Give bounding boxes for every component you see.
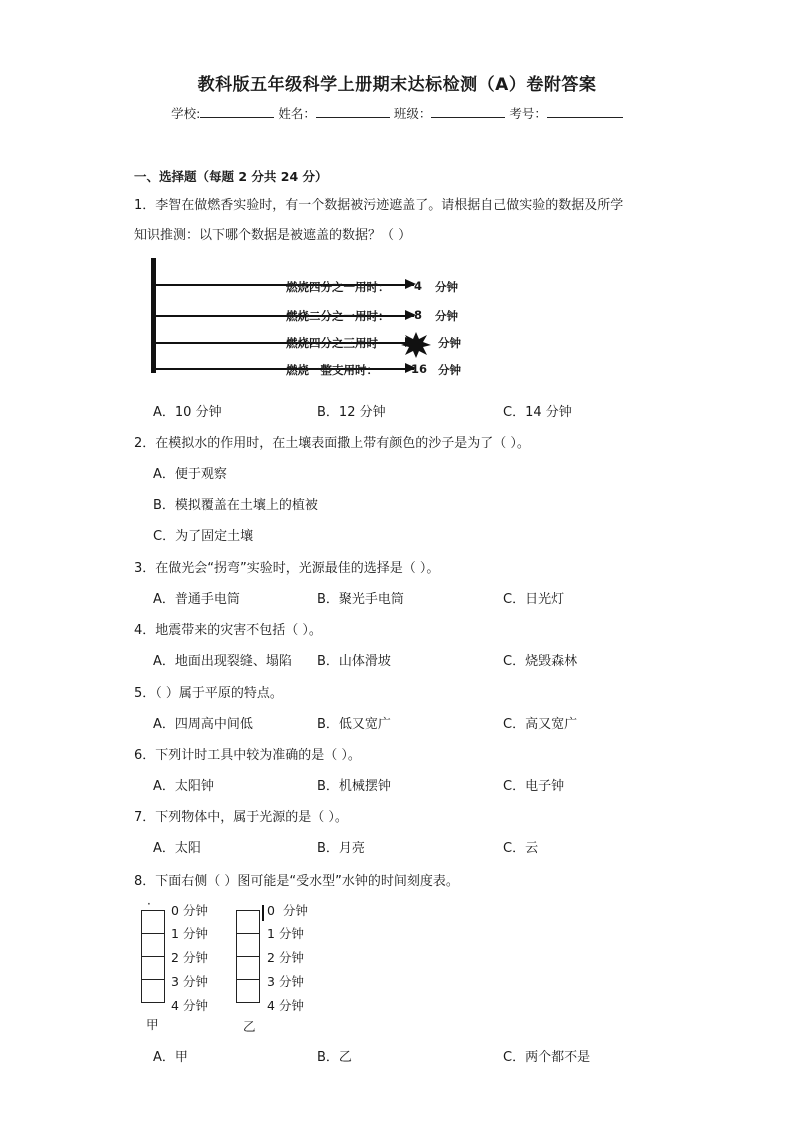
question-8-option-c[interactable]: C．两个都不是 — [503, 1050, 591, 1065]
incense-burning-figure — [148, 258, 478, 378]
scale-cell — [141, 979, 165, 1003]
question-5-option-c[interactable]: C．高又宽广 — [503, 717, 578, 732]
scale-tick-label: 3 分钟 — [171, 974, 208, 989]
student-info-fields — [0, 104, 794, 122]
figure-row-label: 燃烧四分之三用时 — [286, 336, 378, 350]
water-level-mark — [262, 905, 264, 921]
number-blank[interactable] — [547, 104, 623, 118]
figure-row-value: 4 — [414, 279, 423, 293]
document-title: 教科版五年级科学上册期末达标检测（A）卷附答案 — [197, 75, 597, 95]
question-6-option-c[interactable]: C．电子钟 — [503, 779, 565, 794]
scale-cell — [236, 956, 260, 980]
question-1-text-line2: 知识推测：以下哪个数据是被遮盖的数据？（ ） — [134, 228, 412, 243]
class-blank[interactable] — [431, 104, 505, 118]
question-6-option-a[interactable]: A．太阳钟 — [153, 779, 214, 794]
question-2-option-b[interactable]: B．模拟覆盖在土壤上的植被 — [153, 498, 318, 513]
question-2-text: 2．在模拟水的作用时，在土壤表面撒上带有颜色的沙子是为了（ ）。 — [134, 436, 530, 451]
figure-row-label: 燃烧一整支用时： — [286, 363, 378, 377]
question-3-option-b[interactable]: B．聚光手电筒 — [317, 592, 404, 607]
question-2-option-c[interactable]: C．为了固定土壤 — [153, 529, 254, 544]
class-label: 班级： — [393, 106, 432, 121]
figure-row-value: 8 — [414, 308, 423, 322]
question-4-option-b[interactable]: B．山体滑坡 — [317, 654, 391, 669]
scale-cell — [141, 933, 165, 957]
dot-mark: · — [147, 897, 151, 911]
school-blank[interactable] — [200, 104, 274, 118]
question-3-text: 3．在做光会“拐弯”实验时，光源最佳的选择是（ ）。 — [134, 561, 440, 576]
question-3-option-a[interactable]: A．普通手电筒 — [153, 592, 240, 607]
scale-cell — [236, 933, 260, 957]
scale-tick-label: 1 分钟 — [171, 926, 208, 941]
question-8-option-a[interactable]: A．甲 — [153, 1050, 188, 1065]
scale-cell — [141, 956, 165, 980]
figure-row-unit: 分钟 — [435, 309, 458, 323]
scale-tick-label: 4 分钟 — [267, 998, 304, 1013]
question-4-text: 4．地震带来的灾害不包括（ ）。 — [134, 623, 322, 638]
question-3-option-c[interactable]: C．日光灯 — [503, 592, 565, 607]
scale-tick-label: 1 分钟 — [267, 926, 304, 941]
figure-row-unit: 分钟 — [435, 280, 458, 294]
question-8-option-b[interactable]: B．乙 — [317, 1050, 352, 1065]
question-1-option-b[interactable]: B．12 分钟 — [317, 405, 386, 420]
figure-row-label: 燃烧二分之一用时： — [286, 309, 390, 323]
question-1-option-c[interactable]: C．14 分钟 — [503, 405, 572, 420]
scale-tick-label: 2 分钟 — [171, 950, 208, 965]
ink-stain-icon — [401, 332, 431, 358]
figure-row-label: 燃烧四分之一用时： — [286, 280, 390, 294]
question-1-text-line1: 1．李智在做燃香实验时，有一个数据被污迹遮盖了。请根据自己做实验的数据及所学 — [134, 198, 624, 213]
scale-tick-label: 3 分钟 — [267, 974, 304, 989]
question-2-option-a[interactable]: A．便于观察 — [153, 467, 227, 482]
name-blank[interactable] — [316, 104, 390, 118]
question-8-text: 8．下面右侧（ ）图可能是“受水型”水钟的时间刻度表。 — [134, 874, 459, 889]
question-1-option-a[interactable]: A．10 分钟 — [153, 405, 222, 420]
figure-label-jia: 甲 — [146, 1017, 159, 1032]
scale-tick-label: 2 分钟 — [267, 950, 304, 965]
scale-cell — [236, 979, 260, 1003]
figure-label-yi: 乙 — [243, 1019, 256, 1034]
figure-row-unit: 分钟 — [438, 363, 461, 377]
scale-cell — [141, 910, 165, 934]
question-7-text: 7．下列物体中，属于光源的是（ ）。 — [134, 810, 348, 825]
figure-row-value: 16 — [411, 362, 428, 376]
question-4-option-a[interactable]: A．地面出现裂缝、塌陷 — [153, 654, 292, 669]
school-label: 学校: — [171, 106, 201, 121]
question-6-option-b[interactable]: B．机械摆钟 — [317, 779, 391, 794]
scale-tick-label: 0 分钟 — [171, 903, 208, 918]
question-7-option-c[interactable]: C．云 — [503, 841, 539, 856]
question-7-option-a[interactable]: A．太阳 — [153, 841, 201, 856]
figure-row-unit: 分钟 — [438, 336, 461, 350]
section-heading: 一、选择题（每题 2 分共 24 分） — [134, 169, 328, 184]
question-5-option-b[interactable]: B．低又宽广 — [317, 717, 391, 732]
question-6-text: 6．下列计时工具中较为准确的是（ ）。 — [134, 748, 361, 763]
scale-tick-label: 4 分钟 — [171, 998, 208, 1013]
question-5-text: 5．（ ）属于平原的特点。 — [134, 686, 283, 701]
name-label: 姓名： — [278, 106, 316, 121]
scale-tick-label: 0 分钟 — [267, 903, 308, 918]
scale-cell — [236, 910, 260, 934]
question-4-option-c[interactable]: C．烧毁森林 — [503, 654, 578, 669]
number-label: 考号： — [509, 106, 547, 121]
question-5-option-a[interactable]: A．四周高中间低 — [153, 717, 253, 732]
question-7-option-b[interactable]: B．月亮 — [317, 841, 365, 856]
